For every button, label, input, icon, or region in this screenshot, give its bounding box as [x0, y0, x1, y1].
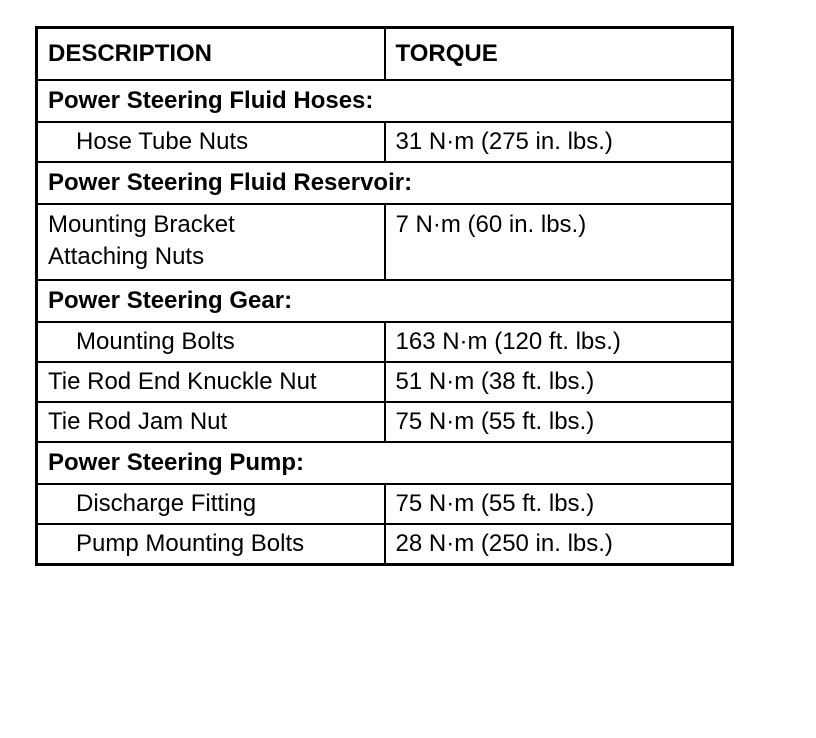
section-row-steering-pump	[37, 442, 733, 484]
table-header-row	[37, 28, 733, 81]
section-label: Power Steering Pump:	[37, 442, 733, 484]
section-label: Power Steering Fluid Hoses:	[37, 80, 733, 122]
table-row	[37, 204, 733, 280]
table-row	[37, 362, 733, 402]
torque-column-header: TORQUE	[385, 28, 733, 81]
table-row	[37, 122, 733, 162]
section-row-fluid-reservoir	[37, 162, 733, 204]
table-row	[37, 322, 733, 362]
table-row	[37, 484, 733, 524]
description-cell: Hose Tube Nuts	[37, 122, 385, 162]
description-cell: Tie Rod Jam Nut	[37, 402, 385, 442]
description-cell: Discharge Fitting	[37, 484, 385, 524]
table-row	[37, 524, 733, 565]
torque-cell: 75 N·m (55 ft. lbs.)	[385, 402, 733, 442]
description-line: Mounting Bracket	[48, 211, 235, 238]
table-row	[37, 402, 733, 442]
description-cell: Mounting Bolts	[37, 322, 385, 362]
section-label: Power Steering Fluid Reservoir:	[37, 162, 733, 204]
description-column-header: DESCRIPTION	[37, 28, 385, 81]
description-cell: Pump Mounting Bolts	[37, 524, 385, 565]
torque-cell: 31 N·m (275 in. lbs.)	[385, 122, 733, 162]
torque-cell: 163 N·m (120 ft. lbs.)	[385, 322, 733, 362]
torque-cell: 75 N·m (55 ft. lbs.)	[385, 484, 733, 524]
description-cell: Tie Rod End Knuckle Nut	[37, 362, 385, 402]
torque-cell: 28 N·m (250 in. lbs.)	[385, 524, 733, 565]
section-row-steering-gear	[37, 280, 733, 322]
description-cell	[37, 204, 385, 280]
description-line: Attaching Nuts	[48, 243, 205, 270]
torque-cell: 7 N·m (60 in. lbs.)	[385, 204, 733, 280]
torque-spec-table	[35, 26, 734, 566]
section-row-fluid-hoses	[37, 80, 733, 122]
section-label: Power Steering Gear:	[37, 280, 733, 322]
torque-cell: 51 N·m (38 ft. lbs.)	[385, 362, 733, 402]
